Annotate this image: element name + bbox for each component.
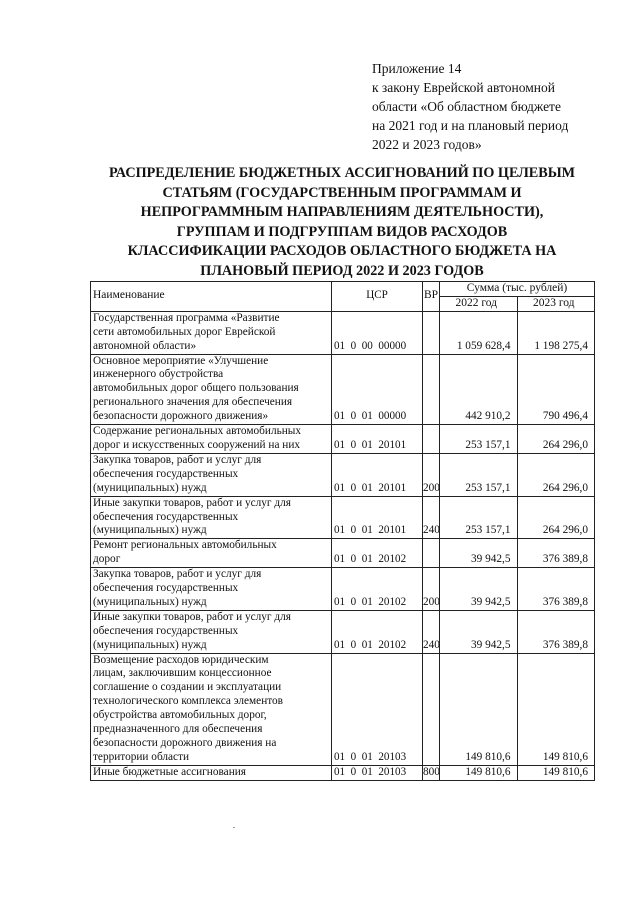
row-name-line: сети автомобильных дорог Еврейской: [93, 325, 276, 338]
row-name: [91, 425, 332, 454]
row-sum-2022: 253 157,1: [440, 453, 518, 496]
table-row: [91, 539, 595, 568]
row-vr: 200: [423, 453, 440, 496]
row-name-line: обеспечения государственных: [93, 510, 239, 523]
row-sum-2023: 149 810,6: [517, 765, 595, 780]
row-name-line: инженерного обустройства: [93, 368, 224, 381]
row-csr: 01 0 01 20101: [332, 496, 423, 539]
row-name-line: обеспечения государственных: [93, 467, 239, 480]
row-name-line: Государственная программа «Развитие: [93, 311, 280, 324]
table-header: [91, 282, 595, 312]
row-name-line: Иные бюджетные ассигнования: [93, 765, 246, 778]
table-row: [91, 311, 595, 354]
header-name: Наименование: [91, 282, 332, 312]
row-sum-2022: 253 157,1: [440, 425, 518, 454]
table-body: [91, 311, 595, 780]
row-sum-2023: 790 496,4: [517, 354, 595, 425]
row-name-line: автомобильных дорог общего пользования: [93, 382, 299, 395]
row-vr: [423, 539, 440, 568]
table-row: [91, 765, 595, 780]
row-sum-2023: 1 198 275,4: [517, 311, 595, 354]
row-sum-2022: 39 942,5: [440, 610, 518, 653]
title-line: КЛАССИФИКАЦИИ РАСХОДОВ ОБЛАСТНОГО БЮДЖЕТА НА: [127, 243, 557, 260]
row-csr: 01 0 01 20103: [332, 765, 423, 780]
row-sum-2022: 1 059 628,4: [440, 311, 518, 354]
row-sum-2023: 264 296,0: [517, 425, 595, 454]
row-vr: 240: [423, 610, 440, 653]
row-name-line: Закупка товаров, работ и услуг для: [93, 568, 262, 581]
row-name-line: безопасности дорожного движения на: [93, 737, 277, 749]
row-name-line: соглашение о создании и эксплуатации: [93, 681, 282, 694]
title-line: НЕПРОГРАММНЫМ НАПРАВЛЕНИЯМ ДЕЯТЕЛЬНОСТИ),: [140, 204, 544, 221]
row-name-line: автономной области»: [93, 339, 197, 352]
title-line: ПЛАНОВЫЙ ПЕРИОД 2022 И 2023 ГОДОВ: [200, 262, 484, 279]
row-vr: 200: [423, 568, 440, 611]
row-name-line: обеспечения государственных: [93, 582, 239, 595]
row-name: [91, 311, 332, 354]
title-line: РАСПРЕДЕЛЕНИЕ БЮДЖЕТНЫХ АССИГНОВАНИЙ ПО ЦЕЛЕВЫМ: [108, 165, 576, 181]
row-name-line: (муниципальных) нужд: [93, 595, 207, 608]
annex-line: области «Об областном бюджете: [372, 99, 561, 114]
scan-speck: [233, 827, 235, 828]
row-name-line: безопасности дорожного движения»: [93, 410, 269, 423]
document-title: [80, 164, 604, 282]
row-csr: 01 0 00 00000: [332, 311, 423, 354]
table-row: [91, 568, 595, 611]
title-line: ГРУППАМ И ПОДГРУППАМ ВИДОВ РАСХОДОВ: [176, 223, 508, 240]
row-sum-2023: 264 296,0: [517, 453, 595, 496]
table-row: [91, 453, 595, 496]
row-vr: [423, 311, 440, 354]
row-name-line: технологического комплекса элементов: [93, 695, 284, 708]
row-name-line: Основное мероприятие «Улучшение: [93, 354, 269, 367]
row-sum-2022: 39 942,5: [440, 539, 518, 568]
row-csr: 01 0 01 20102: [332, 610, 423, 653]
row-name-line: Возмещение расходов юридическим: [93, 653, 269, 666]
annex-heading: [372, 59, 622, 154]
row-name-line: (муниципальных) нужд: [93, 524, 207, 537]
row-name: [91, 610, 332, 653]
row-name: [91, 453, 332, 496]
annex-line: к закону Еврейской автономной: [372, 80, 555, 95]
budget-table: [90, 281, 595, 781]
row-name-line: обеспечения государственных: [93, 624, 239, 637]
row-name-line: территории области: [93, 750, 190, 763]
row-name-line: Закупка товаров, работ и услуг для: [93, 453, 262, 466]
table-row: [91, 653, 595, 765]
row-name-line: Содержание региональных автомобильных: [93, 425, 302, 438]
row-name-line: лицам, заключившим концессионное: [93, 667, 272, 680]
row-sum-2023: 376 389,8: [517, 610, 595, 653]
row-csr: 01 0 01 20102: [332, 568, 423, 611]
row-sum-2022: 39 942,5: [440, 568, 518, 611]
row-name-line: обустройства автомобильных дорог,: [93, 709, 267, 722]
row-name-line: дорог: [93, 553, 121, 566]
table-row: [91, 425, 595, 454]
row-name: [91, 539, 332, 568]
annex-line: Приложение 14: [372, 61, 462, 76]
row-name-line: (муниципальных) нужд: [93, 638, 207, 651]
row-sum-2022: 253 157,1: [440, 496, 518, 539]
row-name-line: дорог и искусственных сооружений на них: [93, 438, 301, 451]
row-sum-2023: 149 810,6: [517, 653, 595, 765]
row-vr: [423, 653, 440, 765]
row-name-line: Иные закупки товаров, работ и услуг для: [93, 496, 291, 509]
header-sum: Сумма (тыс. рублей): [440, 282, 595, 297]
annex-line: на 2021 год и на плановый период: [372, 118, 569, 133]
row-name: [91, 653, 332, 765]
row-vr: [423, 425, 440, 454]
header-csr: ЦСР: [332, 282, 423, 312]
table-row: [91, 610, 595, 653]
title-line: СТАТЬЯМ (ГОСУДАРСТВЕННЫМ ПРОГРАММАМ И: [162, 184, 522, 201]
row-csr: 01 0 01 20102: [332, 539, 423, 568]
row-sum-2022: 442 910,2: [440, 354, 518, 425]
row-sum-2022: 149 810,6: [440, 765, 518, 780]
row-name: [91, 354, 332, 425]
row-csr: 01 0 01 20101: [332, 425, 423, 454]
header-vr: ВР: [423, 282, 440, 312]
row-csr: 01 0 01 20103: [332, 653, 423, 765]
row-name: [91, 765, 332, 780]
header-year-2023: 2023 год: [517, 296, 595, 311]
table-row: [91, 496, 595, 539]
header-year-2022: 2022 год: [440, 296, 518, 311]
row-sum-2023: 264 296,0: [517, 496, 595, 539]
row-vr: 800: [423, 765, 440, 780]
row-csr: 01 0 01 00000: [332, 354, 423, 425]
row-vr: [423, 354, 440, 425]
row-name-line: регионального значения для обеспечения: [93, 396, 293, 409]
row-name-line: предназначенного для обеспечения: [93, 723, 263, 736]
row-vr: 240: [423, 496, 440, 539]
annex-line: 2022 и 2023 годов»: [372, 137, 482, 152]
row-sum-2023: 376 389,8: [517, 539, 595, 568]
table-row: [91, 354, 595, 425]
row-csr: 01 0 01 20101: [332, 453, 423, 496]
row-sum-2023: 376 389,8: [517, 568, 595, 611]
row-name-line: Ремонт региональных автомобильных: [93, 539, 277, 552]
row-sum-2022: 149 810,6: [440, 653, 518, 765]
row-name: [91, 568, 332, 611]
row-name-line: (муниципальных) нужд: [93, 481, 207, 494]
row-name: [91, 496, 332, 539]
row-name-line: Иные закупки товаров, работ и услуг для: [93, 610, 291, 623]
